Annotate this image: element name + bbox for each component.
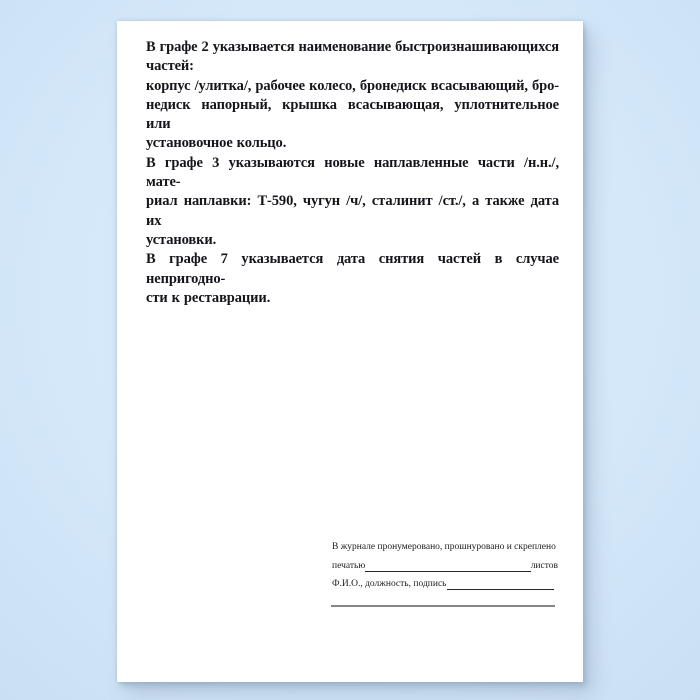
name-signature-blank	[447, 575, 555, 590]
signature-seal-line	[332, 557, 558, 576]
signature-name-line	[332, 575, 558, 594]
text-line: корпус /улитка/, рабочее колесо, бронедиск всасывающий, бро-	[146, 77, 559, 94]
signature-stitched-text: В журнале пронумеровано, прошнуровано и скреплено	[332, 542, 556, 552]
document-body-text	[146, 38, 559, 308]
seal-label: печатью	[332, 560, 366, 571]
signature-stitched-line	[332, 538, 558, 557]
text-line: частей:	[146, 58, 194, 75]
paragraph-grafa-7	[146, 250, 559, 308]
signature-block	[332, 538, 558, 594]
sheets-label: листов	[530, 560, 558, 571]
text-line: В графе 7 указывается дата снятия частей в случае непригодно-	[146, 251, 559, 287]
text-line: установочное кольцо.	[146, 135, 287, 152]
paragraph-grafa-2	[146, 38, 559, 77]
text-line: установки.	[146, 231, 217, 248]
signature-divider-line	[331, 605, 555, 607]
sheets-count-blank	[365, 557, 530, 572]
text-line: недиск напорный, крышка всасывающая, уплотнительное или	[146, 96, 559, 133]
paragraph-grafa-3	[146, 154, 559, 250]
paragraph-parts-list	[146, 77, 559, 154]
name-position-signature-label: Ф.И.О., должность, подпись	[332, 579, 447, 589]
text-line: В графе 3 указываются новые наплавленные части /н.н./, мате-	[146, 154, 559, 191]
document-page	[117, 21, 583, 682]
text-line: риал наплавки: Т-590, чугун /ч/, сталинит /ст./, а также дата их	[146, 193, 559, 229]
text-line: сти к реставрации.	[146, 289, 271, 306]
text-line: В графе 2 указывается наименование быстроизнашивающихся	[146, 39, 559, 55]
